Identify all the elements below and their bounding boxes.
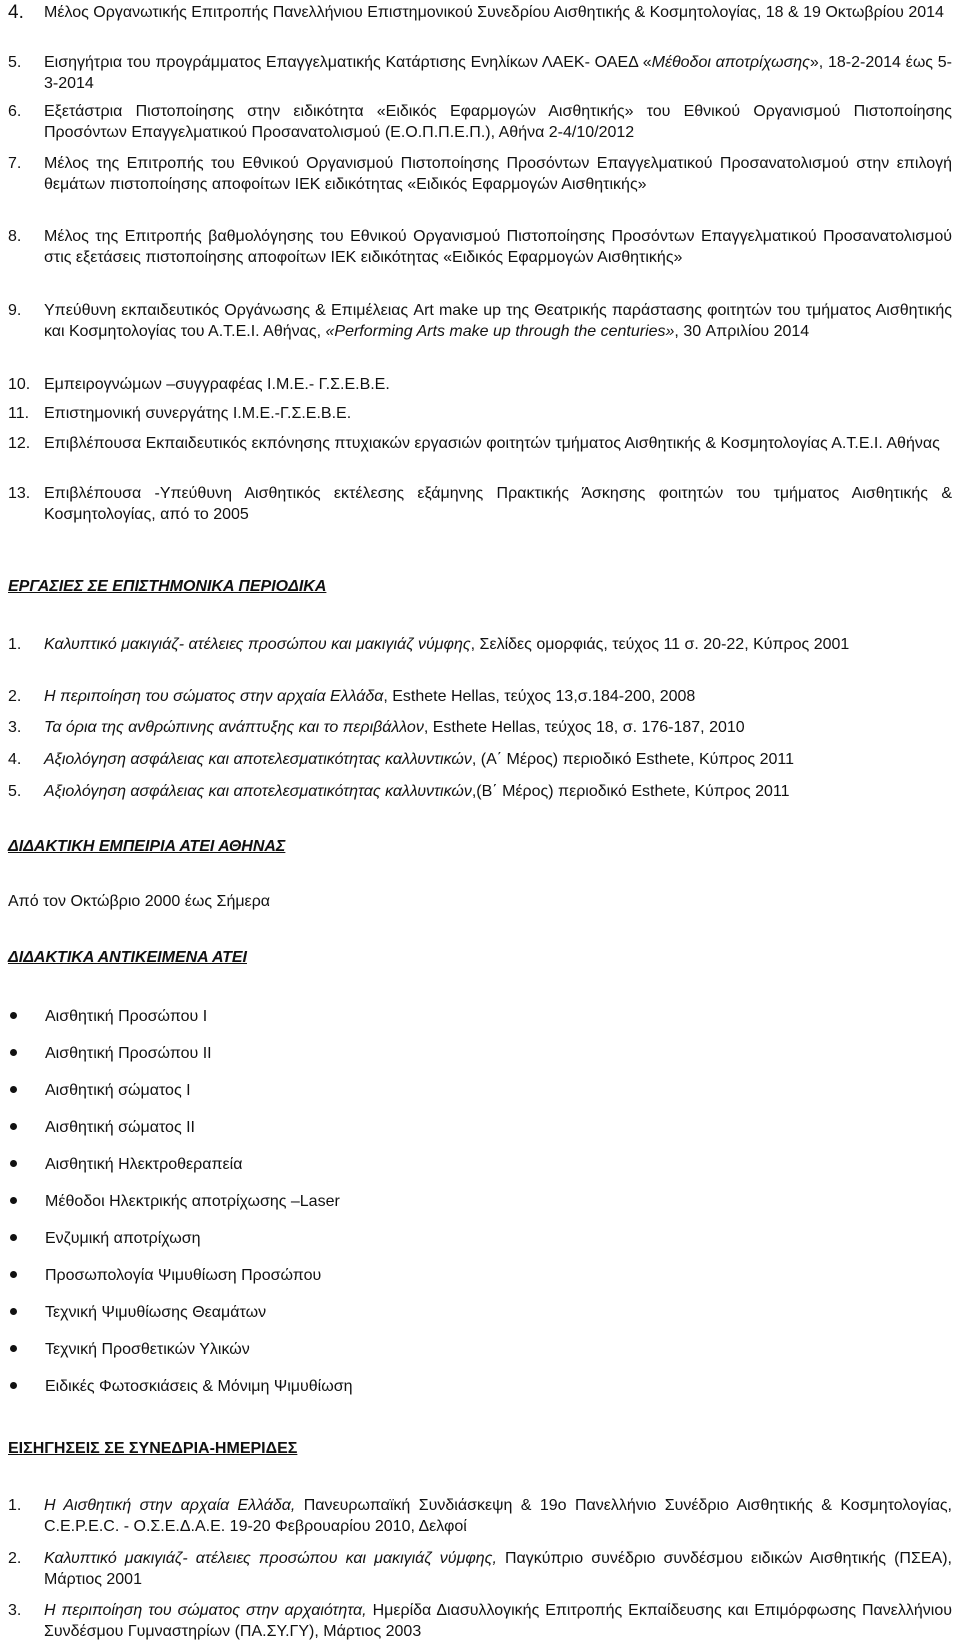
- bullet-icon: [10, 1086, 17, 1093]
- item-number: 6.: [8, 103, 22, 120]
- item-text: Υπεύθυνη εκπαιδευτικός Οργάνωσης & Επιμέλειας Art make up της Θεατρικής παράστασης φοιτητών του τμήματος Αισθητικής και Κοσμητολογίας του Α.Τ.Ε.Ι. Αθήνας, «Performing Arts make up through the centuries», 30 Απριλίου 2014: [44, 302, 952, 340]
- talk-item: [8, 1495, 952, 1537]
- item-text: Η Αισθητική στην αρχαία Ελλάδα, Πανευρωπαϊκή Συνδιάσκεψη & 19ο Πανελλήνιο Συνέδριο Αισθητικής & Κοσμητολογίας, C.E.P.E.C. - Ο.Σ.Ε.Δ.Α.Ε. 19-20 Φεβρουαρίου 2010, Δελφοί: [44, 1497, 953, 1535]
- subject-item: Αισθητική σώματος Ι: [8, 1080, 608, 1101]
- list-item: [8, 403, 952, 424]
- bullet-icon: [10, 1345, 17, 1352]
- subject-item: Αισθητική σώματος ΙΙ: [8, 1117, 608, 1138]
- teaching-heading: ΔΙΔΑΚΤΙΚΗ ΕΜΠΕΙΡΙΑ ΑΤΕΙ ΑΘΗΝΑΣ: [8, 838, 286, 855]
- subject-item: Προσωπολογία Ψιμυθίωση Προσώπου: [8, 1265, 608, 1286]
- subject-item: Ειδικές Φωτοσκιάσεις & Μόνιμη Ψιμυθίωση: [8, 1376, 608, 1397]
- list-item: [8, 374, 952, 395]
- bullet-icon: [10, 1160, 17, 1167]
- subjects-heading: ΔΙΔΑΚΤΙΚΑ ΑΝΤΙΚΕΙΜΕΝΑ ΑΤΕΙ: [8, 949, 247, 966]
- bullet-icon: [10, 1049, 17, 1056]
- item-number: 1.: [8, 1497, 22, 1514]
- item-text: Επιστημονική συνεργάτης Ι.Μ.Ε.-Γ.Σ.Ε.Β.Ε.: [44, 405, 352, 422]
- item-number: 5.: [8, 54, 22, 71]
- item-text: Καλυπτικό μακιγιάζ- ατέλειες προσώπου και μακιγιάζ νύμφης, Παγκύπριο συνέδριο συνδέσμου ειδικών Αισθητικής (ΠΣΕΑ), Μάρτιος 2001: [44, 1550, 952, 1588]
- item-text: Εισηγήτρια του προγράμματος Επαγγελματικής Κατάρτισης Ενηλίκων ΛΑΕΚ- ΟΑΕΔ «Μέθοδοι αποτρίχωσης», 18-2-2014 έως 5-3-2014: [44, 54, 952, 92]
- bullet-icon: [10, 1382, 17, 1389]
- teaching-period: Από τον Οκτώβριο 2000 έως Σήμερα: [8, 893, 271, 910]
- item-number: 10.: [8, 376, 31, 393]
- paper-item: [8, 634, 952, 655]
- item-text: Εμπειρογνώμων –συγγραφέας Ι.Μ.Ε.- Γ.Σ.Ε.Β.Ε.: [44, 376, 390, 393]
- list-item: [8, 52, 952, 94]
- item-text: Αξιολόγηση ασφάλειας και αποτελεσματικότητας καλλυντικών,(Β΄ Μέρος) περιοδικό Esthete, Κύπρος 2011: [44, 783, 790, 800]
- talk-item: [8, 1600, 952, 1642]
- list-item: [8, 101, 952, 143]
- item-number: 4.: [8, 2, 24, 23]
- bullet-icon: [10, 1308, 17, 1315]
- subject-item: Μέθοδοι Ηλεκτρικής αποτρίχωσης –Laser: [8, 1191, 608, 1212]
- item-text: Καλυπτικό μακιγιάζ- ατέλειες προσώπου και μακιγιάζ νύμφης, Σελίδες ομορφιάς, τεύχος 11 σ. 20-22, Κύπρος 2001: [44, 636, 850, 653]
- subject-item: Τεχνική Ψιμυθίωσης Θεαμάτων: [8, 1302, 608, 1323]
- subject-item: Τεχνική Προσθετικών Υλικών: [8, 1339, 608, 1360]
- bullet-icon: [10, 1271, 17, 1278]
- item-number: 11.: [8, 405, 30, 422]
- item-number: 8.: [8, 228, 22, 245]
- bullet-icon: [10, 1197, 17, 1204]
- item-text: Μέλος Οργανωτικής Επιτροπής Πανελλήνιου Επιστημονικού Συνεδρίου Αισθητικής & Κοσμητολογίας, 18 & 19 Οκτωβρίου 2014: [44, 4, 944, 21]
- paper-item: [8, 717, 952, 738]
- talks-heading: ΕΙΣΗΓΗΣΕΙΣ ΣΕ ΣΥΝΕΔΡΙΑ-ΗΜΕΡΙΔΕΣ: [8, 1440, 298, 1457]
- item-number: 3.: [8, 719, 22, 736]
- paper-item: [8, 686, 952, 707]
- item-number: 2.: [8, 688, 22, 705]
- item-text: Εξετάστρια Πιστοποίησης στην ειδικότητα «Ειδικός Εφαρμογών Αισθητικής» του Εθνικού Οργανισμού Πιστοποίησης Προσόντων Επαγγελματικού Προσανατολισμού (Ε.Ο.Π.Π.Ε.Π.), Αθήνα 2-4/10/2012: [44, 103, 952, 141]
- item-number: 4.: [8, 751, 22, 768]
- item-text: Η περιποίηση του σώματος στην αρχαιότητα, Ημερίδα Διασυλλογικής Επιτροπής Εκπαίδευσης και Επιμόρφωσης Πανελλήνιου Συνδέσμου Γυμναστηρίων (ΠΑ.ΣΥ.ΓΥ), Μάρτιος 2003: [44, 1602, 953, 1640]
- bullet-icon: [10, 1123, 17, 1130]
- item-number: 12.: [8, 435, 31, 452]
- list-item: [8, 2, 952, 23]
- paper-item: [8, 781, 952, 802]
- item-number: 2.: [8, 1550, 22, 1567]
- list-item: [8, 433, 952, 454]
- item-number: 5.: [8, 783, 22, 800]
- list-item: [8, 300, 952, 342]
- item-number: 1.: [8, 636, 22, 653]
- item-number: 13.: [8, 485, 31, 502]
- paper-item: [8, 749, 952, 770]
- item-text: Μέλος της Επιτροπής του Εθνικού Οργανισμού Πιστοποίησης Προσόντων Επαγγελματικού Προσανατολισμού στην επιλογή θεμάτων πιστοποίησης αποφοίτων ΙΕΚ ειδικότητας «Ειδικός Εφαρμογών Αισθητικής»: [44, 155, 952, 193]
- list-item: [8, 226, 952, 268]
- list-item: [8, 483, 952, 525]
- item-text: Τα όρια της ανθρώπινης ανάπτυξης και το περιβάλλον, Esthete Hellas, τεύχος 18, σ. 176-187, 2010: [44, 719, 745, 736]
- item-text: Μέλος της Επιτροπής βαθμολόγησης του Εθνικού Οργανισμού Πιστοποίησης Προσόντων Επαγγελματικού Προσανατολισμού στις εξετάσεις πιστοποίησης αποφοίτων ΙΕΚ ειδικότητας «Ειδικός Εφαρμογών Αισθητικής»: [44, 228, 952, 266]
- item-number: 3.: [8, 1602, 22, 1619]
- item-text: Επιβλέπουσα Εκπαιδευτικός εκπόνησης πτυχιακών εργασιών φοιτητών τμήματος Αισθητικής & Κοσμητολογίας Α.Τ.Ε.Ι. Αθήνας: [44, 435, 940, 452]
- item-text: Αξιολόγηση ασφάλειας και αποτελεσματικότητας καλλυντικών, (Α΄ Μέρος) περιοδικό Esthete, Κύπρος 2011: [44, 751, 794, 768]
- subject-item: Ενζυμική αποτρίχωση: [8, 1228, 608, 1249]
- bullet-icon: [10, 1234, 17, 1241]
- subject-item: Αισθητική Προσώπου Ι: [8, 1006, 608, 1027]
- talk-item: [8, 1548, 952, 1590]
- papers-heading: ΕΡΓΑΣΙΕΣ ΣΕ ΕΠΙΣΤΗΜΟΝΙΚΑ ΠΕΡΙΟΔΙΚΑ: [8, 578, 327, 595]
- bullet-icon: [10, 1012, 17, 1019]
- subject-item: Αισθητική Προσώπου ΙΙ: [8, 1043, 608, 1064]
- subject-item: Αισθητική Ηλεκτροθεραπεία: [8, 1154, 608, 1175]
- item-number: 9.: [8, 302, 22, 319]
- list-item: [8, 153, 952, 195]
- item-text: Επιβλέπουσα -Υπεύθυνη Αισθητικός εκτέλεσης εξάμηνης Πρακτικής Άσκησης φοιτητών του τμήματος Αισθητικής & Κοσμητολογίας, από το 2005: [44, 485, 952, 523]
- item-number: 7.: [8, 155, 22, 172]
- item-text: Η περιποίηση του σώματος στην αρχαία Ελλάδα, Esthete Hellas, τεύχος 13,σ.184-200, 2008: [44, 688, 696, 705]
